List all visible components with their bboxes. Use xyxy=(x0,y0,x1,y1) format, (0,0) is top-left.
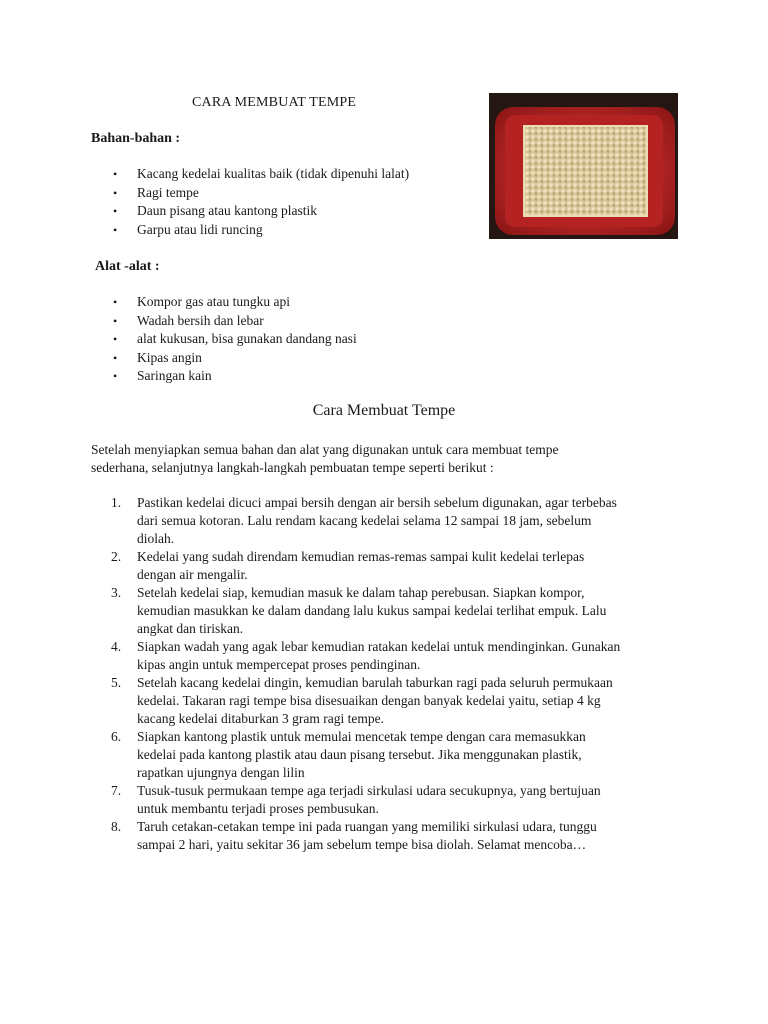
step-number: 6. xyxy=(111,729,122,744)
step-number: 1. xyxy=(111,495,122,510)
bullet-icon: • xyxy=(113,185,118,200)
step-number: 5. xyxy=(111,675,122,690)
bullet-icon: • xyxy=(113,369,118,383)
bullet-icon: • xyxy=(113,350,118,365)
alat-heading: Alat -alat : xyxy=(95,259,160,274)
list-item: • Daun pisang atau kantong plastik xyxy=(113,203,317,218)
intro-paragraph: Setelah menyiapkan semua bahan dan alat yang digunakan untuk cara membuat tempe sederhana, selanjutnya langkah-langkah pembuatan tempe seperti berikut : xyxy=(91,442,559,475)
step-number: 3. xyxy=(111,585,122,600)
alat-list xyxy=(91,293,357,386)
bullet-icon: • xyxy=(113,204,118,218)
step-item: 2. Kedelai yang sudah direndam kemudian remas-remas sampai kulit kedelai terlepas dengan air mengalir. xyxy=(111,549,585,582)
step-item: 6. Siapkan kantong plastik untuk memulai mencetak tempe dengan cara memasukkan kedelai pada kantong plastik atau daun pisang tersebut. Jika menggunakan plastik, rapatkan ujungnya dengan lilin xyxy=(111,729,586,780)
bullet-icon: • xyxy=(113,222,118,237)
step-item: 1. Pastikan kedelai dicuci ampai bersih dengan air bersih sebelum digunakan, agar terbebas dari semua kotoran. Lalu rendam kacang kedelai selama 12 sampai 18 jam, sebelum diolah. xyxy=(111,495,617,546)
section-title: Cara Membuat Tempe xyxy=(312,402,456,419)
bahan-heading: Bahan-bahan : xyxy=(91,131,181,146)
step-item: 7. Tusuk-tusuk permukaan tempe aga terjadi sirkulasi udara secukupnya, yang bertujuan untuk membantu terjadi proses pembusukan. xyxy=(111,783,601,816)
tempe-photo xyxy=(489,93,678,239)
step-item: 4. Siapkan wadah yang agak lebar kemudian ratakan kedelai untuk mendinginkan. Gunakan kipas angin untuk mempercepat proses pendinginan. xyxy=(111,639,621,672)
step-number: 8. xyxy=(111,819,122,834)
bullet-icon: • xyxy=(113,167,118,181)
step-number: 4. xyxy=(111,639,122,654)
step-number: 2. xyxy=(111,549,122,564)
bullet-icon: • xyxy=(113,313,118,328)
list-item: • Kacang kedelai kualitas baik (tidak dipenuhi lalat) xyxy=(113,166,410,181)
step-item: 3. Setelah kedelai siap, kemudian masuk ke dalam tahap perebusan. Siapkan kompor, kemudian masukkan ke dalam dandang lalu kukus sampai kedelai terlihat empuk. Lalu angkat dan tiriskan. xyxy=(111,585,607,636)
list-item: • Kipas angin xyxy=(113,349,202,365)
bullet-icon: • xyxy=(113,295,118,309)
step-number: 7. xyxy=(111,783,122,798)
list-item: • Ragi tempe xyxy=(113,184,199,200)
page-title: CARA MEMBUAT TEMPE xyxy=(192,95,357,110)
list-item: • alat kukusan, bisa gunakan dandang nasi xyxy=(113,331,357,346)
list-item: • Saringan kain xyxy=(113,368,212,383)
step-item: 8. Taruh cetakan-cetakan tempe ini pada ruangan yang memiliki sirkulasi udara, tunggu sampai 2 hari, yaitu sekitar 36 jam sebelum tempe bisa diolah. Selamat mencoba… xyxy=(111,819,597,852)
list-item: • Garpu atau lidi runcing xyxy=(113,221,263,237)
bullet-icon: • xyxy=(113,332,118,346)
step-item: 5. Setelah kacang kedelai dingin, kemudian barulah taburkan ragi pada seluruh permukaan kedelai. Takaran ragi tempe bisa disesuaikan dengan banyak kedelai yaitu, setiap 4 kg kacang kedelai ditaburkan 3 gram ragi tempe. xyxy=(111,675,613,726)
steps-list xyxy=(91,494,691,854)
list-item: • Wadah bersih dan lebar xyxy=(113,312,264,328)
bahan-list xyxy=(91,165,409,239)
list-item: • Kompor gas atau tungku api xyxy=(113,294,290,309)
